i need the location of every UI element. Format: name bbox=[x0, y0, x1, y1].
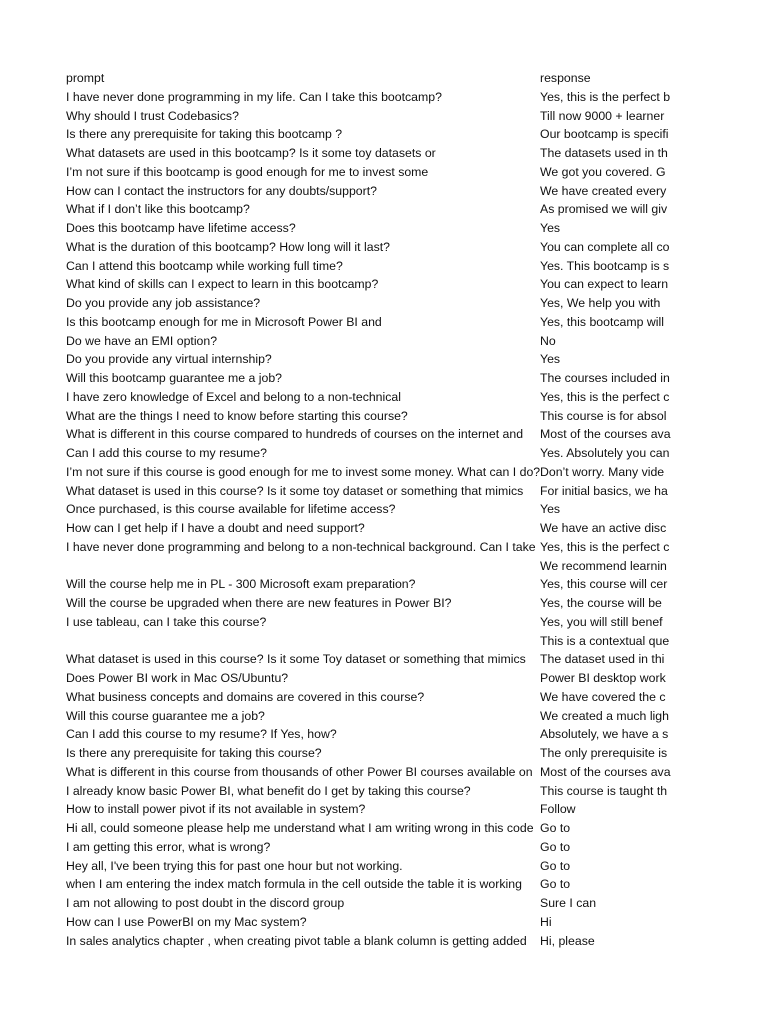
table-row bbox=[0, 763, 768, 782]
prompt-cell[interactable]: Is there any prerequisite for taking this bootcamp ? bbox=[66, 127, 343, 142]
prompt-cell[interactable]: In sales analytics chapter , when creating pivot table a blank column is getting added bbox=[66, 933, 527, 948]
response-cell[interactable]: The courses included in bbox=[540, 371, 670, 385]
prompt-cell[interactable]: Once purchased, is this course available for lifetime access? bbox=[66, 502, 396, 517]
prompt-cell[interactable] bbox=[66, 557, 540, 576]
table-row bbox=[0, 500, 768, 519]
spreadsheet bbox=[0, 69, 768, 950]
table-row bbox=[0, 144, 768, 163]
response-cell[interactable]: Yes, you will still benef bbox=[540, 614, 663, 629]
table-row bbox=[0, 463, 768, 482]
table-row bbox=[0, 388, 768, 407]
table-row bbox=[0, 407, 768, 426]
response-cell[interactable]: The dataset used in thi bbox=[540, 652, 665, 667]
prompt-cell[interactable]: What business concepts and domains are covered in this course? bbox=[66, 689, 425, 704]
table-row bbox=[0, 613, 768, 632]
data-rows bbox=[0, 88, 768, 951]
table-row bbox=[0, 219, 768, 238]
prompt-cell[interactable]: How to install power pivot if its not available in system? bbox=[66, 802, 366, 817]
table-row bbox=[0, 107, 768, 126]
table-row bbox=[0, 350, 768, 369]
response-cell[interactable]: Yes bbox=[540, 352, 561, 367]
table-row bbox=[0, 538, 768, 557]
table-row bbox=[0, 182, 768, 201]
table-row bbox=[0, 875, 768, 894]
table-row bbox=[0, 88, 768, 107]
prompt-cell[interactable]: Do we have an EMI option? bbox=[66, 333, 218, 348]
prompt-cell[interactable]: What is different in this course from thousands of other Power BI courses available on bbox=[66, 764, 533, 779]
prompt-cell[interactable]: Does Power BI work in Mac OS/Ubuntu? bbox=[66, 671, 289, 685]
table-row bbox=[0, 425, 768, 444]
table-row bbox=[0, 313, 768, 332]
prompt-cell[interactable]: What dataset is used in this course? Is it some toy dataset or something that mimics bbox=[66, 483, 524, 498]
table-row bbox=[0, 913, 768, 932]
prompt-cell[interactable]: What datasets are used in this bootcamp? Is it some toy datasets or bbox=[66, 146, 436, 160]
response-cell[interactable]: This is a contextual que bbox=[540, 633, 670, 648]
table-row bbox=[0, 707, 768, 726]
prompt-cell[interactable]: Does this bootcamp have lifetime access? bbox=[66, 221, 296, 235]
table-row bbox=[0, 894, 768, 913]
table-row bbox=[0, 838, 768, 857]
response-cell[interactable]: Follow bbox=[540, 802, 576, 817]
prompt-cell[interactable] bbox=[66, 632, 540, 651]
response-cell[interactable]: Go to bbox=[540, 877, 571, 892]
response-cell[interactable]: Yes, the course will be bbox=[540, 596, 662, 610]
response-cell[interactable]: We have created every bbox=[540, 183, 667, 198]
response-cell[interactable]: We have an active disc bbox=[540, 521, 667, 535]
table-row bbox=[0, 632, 768, 651]
table-row bbox=[0, 294, 768, 313]
prompt-cell[interactable]: Will this course guarantee me a job? bbox=[66, 708, 265, 723]
response-cell[interactable]: We got you covered. G bbox=[540, 164, 666, 179]
prompt-cell[interactable]: I’m not sure if this course is good enough for me to invest some money. What can I do? bbox=[66, 464, 540, 479]
prompt-cell[interactable]: What is different in this course compared to hundreds of courses on the internet and bbox=[66, 427, 524, 442]
prompt-cell[interactable]: How can I use PowerBI on my Mac system? bbox=[66, 914, 307, 929]
response-cell[interactable]: Power BI desktop work bbox=[540, 671, 666, 685]
prompt-cell[interactable]: How can I contact the instructors for any doubts/support? bbox=[66, 183, 378, 198]
response-cell[interactable]: We recommend learnin bbox=[540, 558, 667, 573]
prompt-cell[interactable]: Can I attend this bootcamp while working full time? bbox=[66, 258, 343, 273]
response-cell[interactable]: Go to bbox=[540, 821, 571, 835]
prompt-cell[interactable]: Why should I trust Codebasics? bbox=[66, 108, 239, 123]
prompt-cell[interactable]: Will this bootcamp guarantee me a job? bbox=[66, 371, 282, 385]
table-row bbox=[0, 275, 768, 294]
table-row bbox=[0, 163, 768, 182]
table-row bbox=[0, 594, 768, 613]
prompt-cell[interactable]: I have never done programming in my life. Can I take this bootcamp? bbox=[66, 89, 442, 104]
table-row bbox=[0, 200, 768, 219]
prompt-cell[interactable]: I use tableau, can I take this course? bbox=[66, 614, 267, 629]
table-row bbox=[0, 332, 768, 351]
prompt-cell[interactable]: I already know basic Power BI, what benefit do I get by taking this course? bbox=[66, 783, 471, 798]
response-cell[interactable]: Go to bbox=[540, 858, 571, 873]
response-cell[interactable]: Don’t worry. Many vide bbox=[540, 464, 665, 479]
table-row bbox=[0, 369, 768, 388]
prompt-cell[interactable]: when I am entering the index match formula in the cell outside the table it is working bbox=[66, 877, 522, 892]
response-cell[interactable]: Yes bbox=[540, 502, 561, 517]
table-row bbox=[0, 650, 768, 669]
table-row bbox=[0, 557, 768, 576]
table-row bbox=[0, 482, 768, 501]
response-cell[interactable]: This course is for absol bbox=[540, 408, 667, 423]
prompt-cell[interactable]: Is there any prerequisite for taking this course? bbox=[66, 746, 322, 760]
response-cell[interactable]: Hi bbox=[540, 914, 552, 929]
response-cell[interactable]: Yes, this bootcamp will bbox=[540, 314, 664, 329]
response-cell[interactable]: Yes bbox=[540, 221, 561, 235]
prompt-cell[interactable]: Will the course help me in PL - 300 Microsoft exam preparation? bbox=[66, 577, 416, 592]
prompt-cell[interactable]: Do you provide any job assistance? bbox=[66, 296, 261, 310]
prompt-cell[interactable]: Can I add this course to my resume? bbox=[66, 446, 267, 460]
response-cell[interactable]: Hi, please bbox=[540, 933, 595, 948]
response-cell[interactable]: Absolutely, we have a s bbox=[540, 727, 669, 742]
response-cell[interactable]: Yes, this course will cer bbox=[540, 577, 668, 592]
response-cell[interactable]: We have covered the c bbox=[540, 689, 666, 704]
response-cell[interactable]: Till now 9000 + learner bbox=[540, 108, 665, 123]
prompt-cell[interactable]: What if I don’t like this bootcamp? bbox=[66, 202, 250, 217]
table-row bbox=[0, 932, 768, 951]
response-cell[interactable]: Yes, this is the perfect c bbox=[540, 539, 670, 554]
response-cell[interactable]: As promised we will giv bbox=[540, 202, 668, 217]
response-cell[interactable]: This course is taught th bbox=[540, 783, 668, 798]
prompt-column-header[interactable]: prompt bbox=[66, 71, 105, 85]
prompt-cell[interactable]: I am not allowing to post doubt in the discord group bbox=[66, 896, 345, 910]
response-cell[interactable]: Sure I can bbox=[540, 896, 597, 910]
table-row bbox=[0, 125, 768, 144]
header-row bbox=[0, 69, 768, 88]
response-cell[interactable]: Yes. This bootcamp is s bbox=[540, 258, 670, 273]
table-row bbox=[0, 725, 768, 744]
response-cell[interactable]: The only prerequisite is bbox=[540, 746, 668, 760]
response-cell[interactable]: Yes. Absolutely you can bbox=[540, 446, 670, 460]
table-row bbox=[0, 575, 768, 594]
prompt-cell[interactable]: Is this bootcamp enough for me in Microsoft Power BI and bbox=[66, 314, 382, 329]
table-row bbox=[0, 819, 768, 838]
response-cell[interactable]: Most of the courses ava bbox=[540, 764, 671, 779]
prompt-cell[interactable]: Will the course be upgraded when there are new features in Power BI? bbox=[66, 596, 452, 610]
response-cell[interactable]: Yes, We help you with bbox=[540, 296, 661, 310]
response-cell[interactable]: You can complete all co bbox=[540, 239, 670, 254]
response-cell[interactable]: Go to bbox=[540, 839, 571, 854]
response-cell[interactable]: The datasets used in th bbox=[540, 146, 668, 160]
table-row bbox=[0, 688, 768, 707]
response-cell[interactable]: No bbox=[540, 333, 556, 348]
table-row bbox=[0, 782, 768, 801]
table-row bbox=[0, 857, 768, 876]
response-cell[interactable]: You can expect to learn bbox=[540, 277, 669, 292]
table-row bbox=[0, 238, 768, 257]
response-cell[interactable]: Our bootcamp is specifi bbox=[540, 127, 669, 142]
prompt-cell[interactable]: What are the things I need to know before starting this course? bbox=[66, 408, 408, 423]
table-row bbox=[0, 257, 768, 276]
prompt-cell[interactable]: I’m not sure if this bootcamp is good enough for me to invest some bbox=[66, 164, 429, 179]
table-row bbox=[0, 800, 768, 819]
prompt-cell[interactable]: How can I get help if I have a doubt and need support? bbox=[66, 521, 365, 535]
prompt-cell[interactable]: I have never done programming and belong to a non-technical background. Can I take bbox=[66, 539, 536, 554]
table-row bbox=[0, 669, 768, 688]
prompt-cell[interactable]: Hi all, could someone please help me understand what I am writing wrong in this code bbox=[66, 821, 534, 835]
prompt-cell[interactable]: I am getting this error, what is wrong? bbox=[66, 839, 271, 854]
prompt-cell[interactable]: I have zero knowledge of Excel and belong to a non-technical bbox=[66, 389, 401, 404]
prompt-cell[interactable]: What kind of skills can I expect to learn in this bootcamp? bbox=[66, 277, 379, 292]
response-cell[interactable]: Yes, this is the perfect b bbox=[540, 89, 671, 104]
prompt-cell[interactable]: Can I add this course to my resume? If Yes, how? bbox=[66, 727, 337, 742]
response-cell[interactable]: We created a much ligh bbox=[540, 708, 669, 723]
prompt-cell[interactable]: Hey all, I've been trying this for past one hour but not working. bbox=[66, 858, 403, 873]
response-cell[interactable]: Most of the courses ava bbox=[540, 427, 671, 442]
table-row bbox=[0, 444, 768, 463]
table-row bbox=[0, 744, 768, 763]
response-cell[interactable]: For initial basics, we ha bbox=[540, 483, 668, 498]
prompt-cell[interactable]: Do you provide any virtual internship? bbox=[66, 352, 272, 367]
prompt-cell[interactable]: What dataset is used in this course? Is it some Toy dataset or something that mimics bbox=[66, 652, 526, 667]
table-row bbox=[0, 519, 768, 538]
response-column-header[interactable]: response bbox=[540, 71, 591, 85]
response-cell[interactable]: Yes, this is the perfect c bbox=[540, 389, 670, 404]
prompt-cell[interactable]: What is the duration of this bootcamp? How long will it last? bbox=[66, 239, 390, 254]
